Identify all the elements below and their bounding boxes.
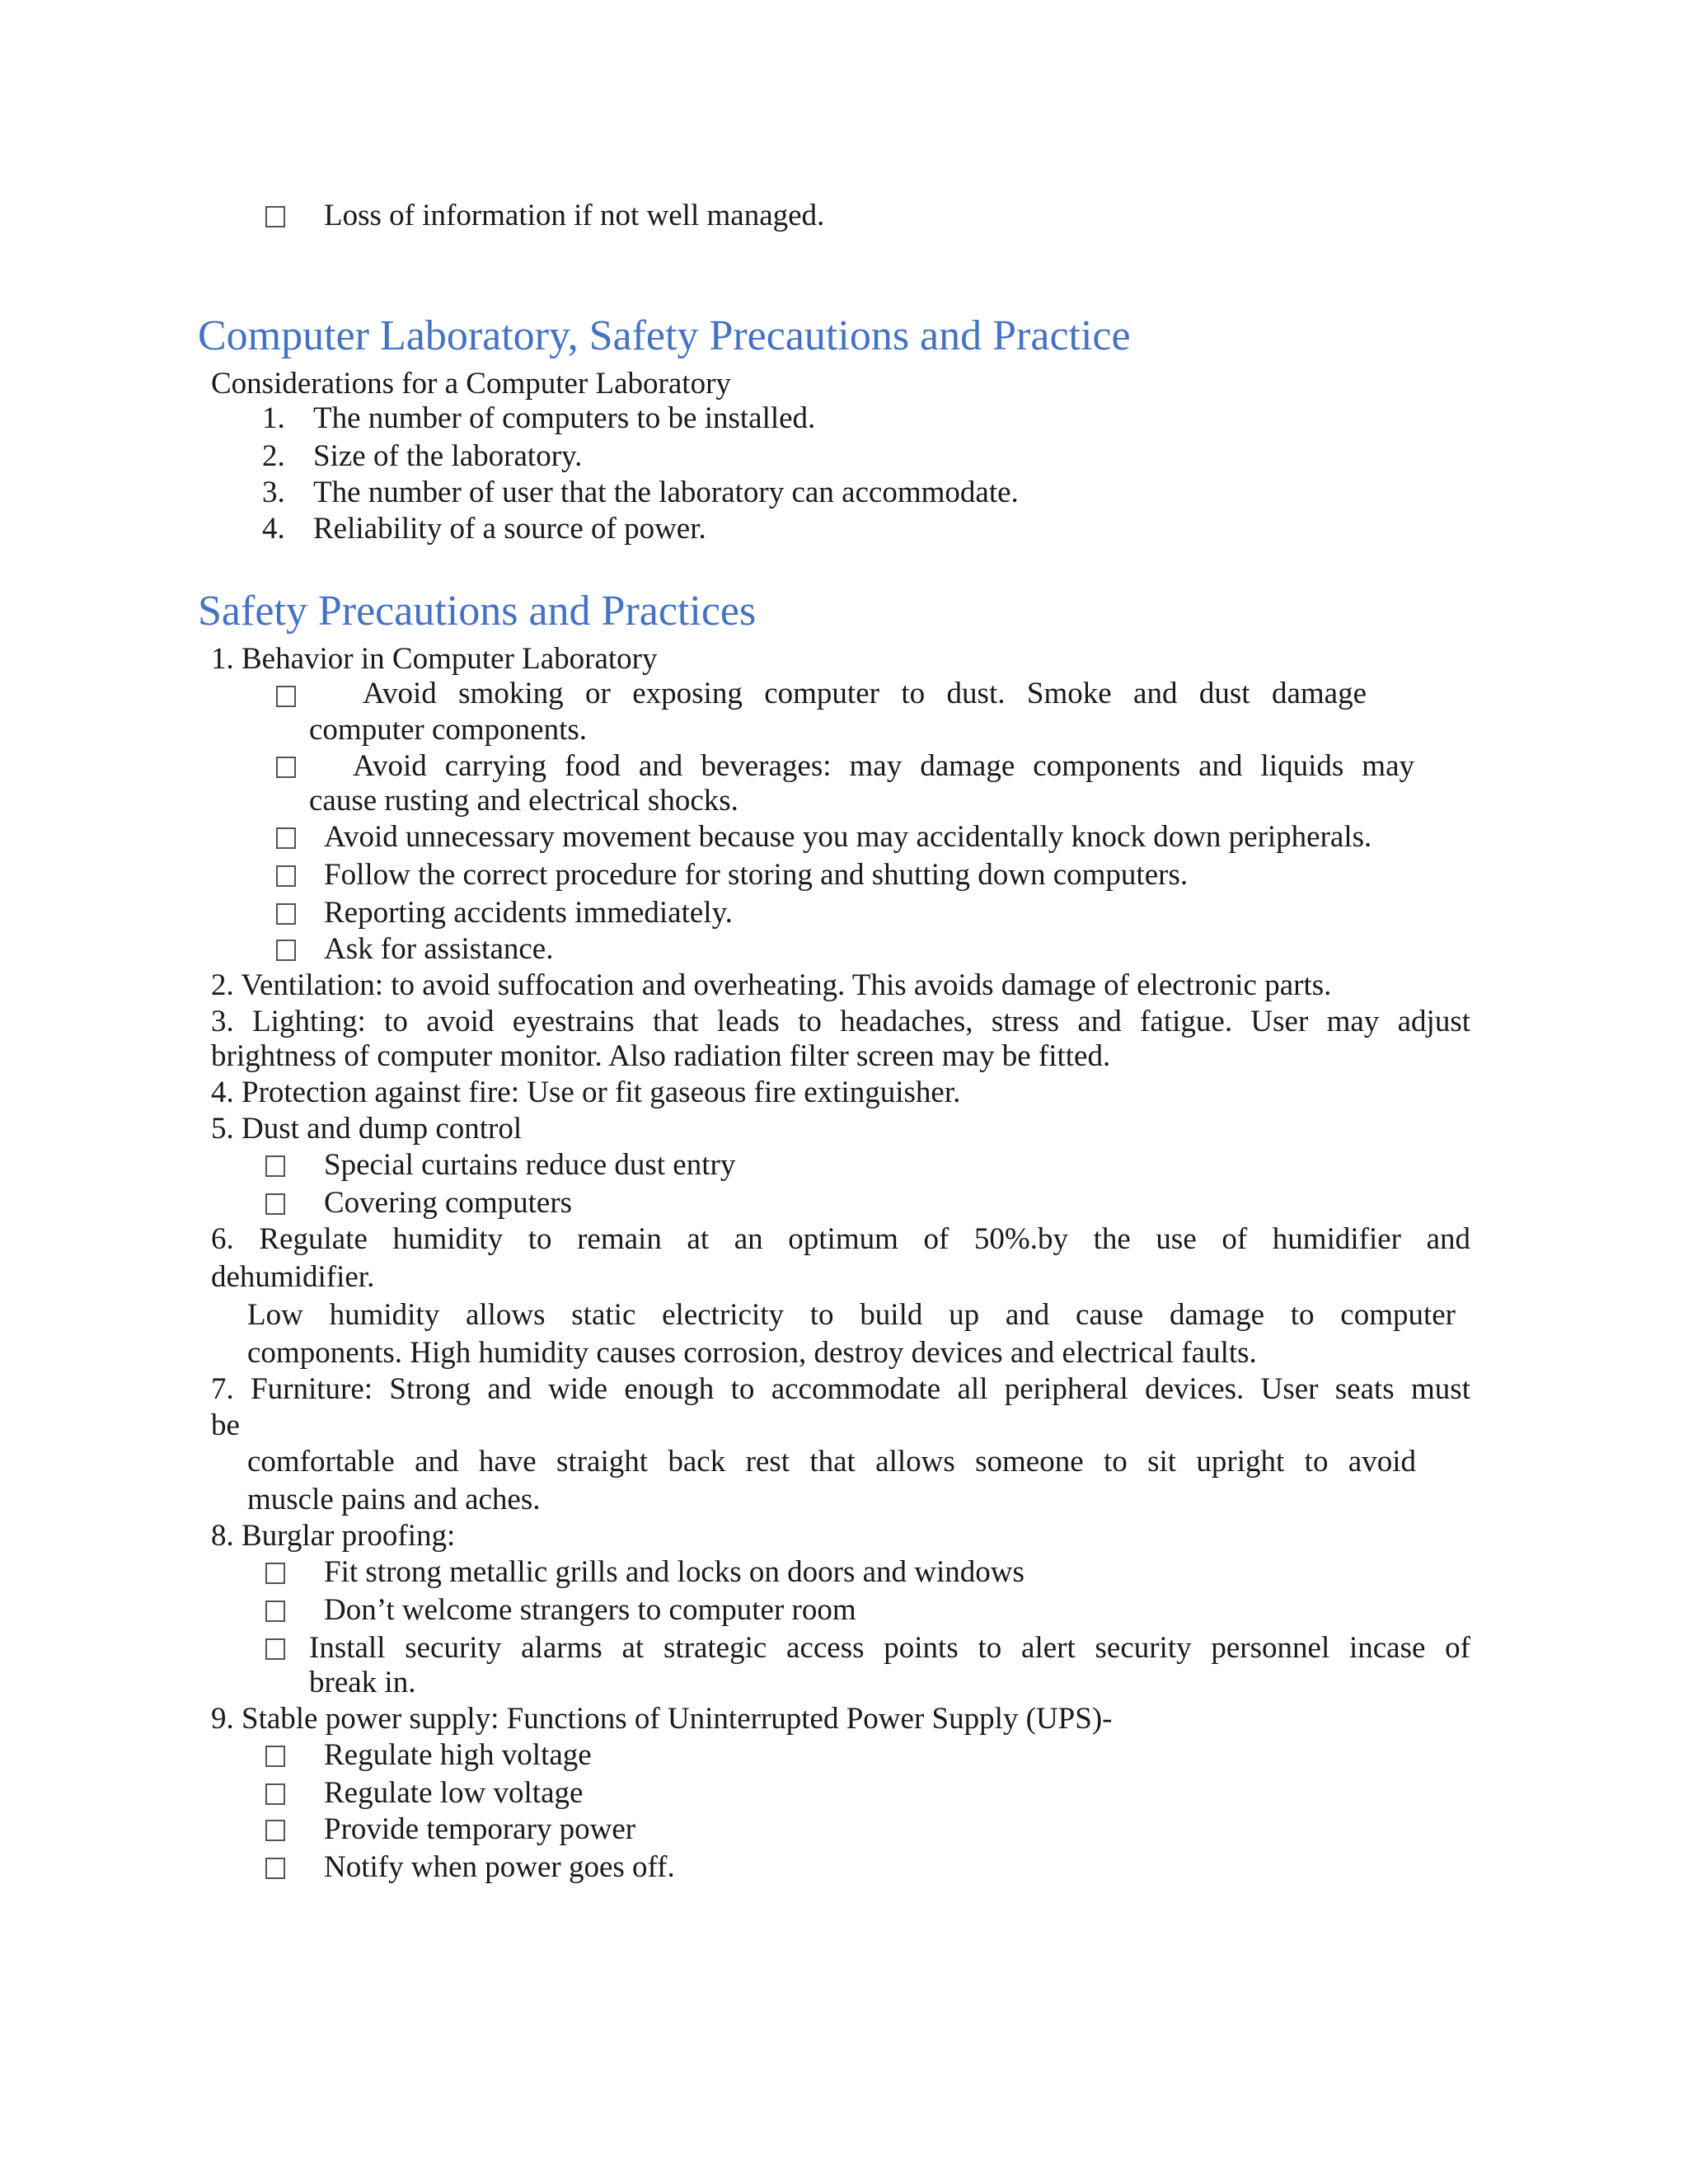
- ups-bullet-high-voltage: Regulate high voltage: [324, 1738, 592, 1772]
- bullet-box-icon: [265, 1563, 285, 1584]
- behavior-bullet-smoking-cont: computer components.: [309, 713, 588, 747]
- bullet-box-icon: [276, 686, 296, 707]
- behavior-bullet-food: Avoid carrying food and beverages: may damage components and liquids may: [353, 749, 1414, 783]
- practice-8-burglar: 8. Burglar proofing:: [211, 1519, 456, 1553]
- consideration-item: Reliability of a source of power.: [313, 512, 706, 546]
- practice-7-seats-cont: muscle pains and aches.: [247, 1483, 541, 1516]
- bullet-box-icon: [265, 1820, 285, 1841]
- consideration-number: 4.: [262, 512, 285, 546]
- bullet-box-icon: [265, 1155, 285, 1177]
- burglar-bullet-strangers: Don’t welcome strangers to computer room: [324, 1593, 856, 1627]
- bullet-box-icon: [276, 827, 296, 849]
- bullet-box-icon: [276, 757, 296, 778]
- bullet-box-icon: [265, 1858, 285, 1879]
- practice-6-humidity-cont: dehumidifier.: [211, 1260, 375, 1294]
- bullet-box-icon: [265, 1193, 285, 1215]
- bullet-box-icon: [276, 903, 296, 925]
- bullet-box-icon: [265, 1746, 285, 1767]
- consideration-number: 3.: [262, 476, 285, 509]
- practice-1-title: 1. Behavior in Computer Laboratory: [211, 642, 658, 676]
- burglar-bullet-grills: Fit strong metallic grills and locks on doors and windows: [324, 1555, 1025, 1589]
- practice-4-fire: 4. Protection against fire: Use or fit gaseous fire extinguisher.: [211, 1076, 961, 1109]
- burglar-bullet-alarms-cont: break in.: [309, 1666, 416, 1699]
- bullet-box-icon: [276, 865, 296, 887]
- consideration-item: The number of user that the laboratory can accommodate.: [313, 476, 1019, 509]
- behavior-bullet-assistance: Ask for assistance.: [324, 932, 554, 966]
- dust-bullet-curtains: Special curtains reduce dust entry: [324, 1148, 736, 1182]
- consideration-number: 2.: [262, 439, 285, 473]
- consideration-item: The number of computers to be installed.: [313, 401, 816, 435]
- consideration-item: Size of the laboratory.: [313, 439, 583, 473]
- behavior-bullet-movement: Avoid unnecessary movement because you may accidentally knock down peripherals.: [324, 820, 1372, 854]
- bullet-box-icon: [276, 940, 296, 961]
- dust-bullet-covering: Covering computers: [324, 1186, 573, 1220]
- bullet-box-icon: [265, 1783, 285, 1805]
- ups-bullet-notify: Notify when power goes off.: [324, 1850, 675, 1884]
- practice-7-furniture: 7. Furniture: Strong and wide enough to accommodate all peripheral devices. User seats must: [211, 1372, 1470, 1406]
- behavior-bullet-procedure: Follow the correct procedure for storing and shutting down computers.: [324, 858, 1189, 892]
- behavior-bullet-food-cont: cause rusting and electrical shocks.: [309, 784, 738, 818]
- practice-7-furniture-cont: be: [211, 1408, 240, 1442]
- practice-6-low-humidity: Low humidity allows static electricity to build up and cause damage to computer: [247, 1298, 1456, 1332]
- top-bullet-text: Loss of information if not well managed.: [324, 199, 825, 232]
- bullet-box-icon: [265, 1638, 285, 1660]
- practice-6-high-humidity: components. High humidity causes corrosion, destroy devices and electrical faults.: [247, 1336, 1257, 1370]
- behavior-bullet-smoking: Avoid smoking or exposing computer to dust. Smoke and dust damage: [363, 677, 1367, 710]
- consideration-number: 1.: [262, 401, 285, 435]
- heading-computer-laboratory: Computer Laboratory, Safety Precautions and Practice: [198, 312, 1131, 359]
- practice-6-humidity: 6. Regulate humidity to remain at an optimum of 50%.by the use of humidifier and: [211, 1222, 1470, 1256]
- practice-5-dust: 5. Dust and dump control: [211, 1112, 523, 1146]
- practice-9-power: 9. Stable power supply: Functions of Uninterrupted Power Supply (UPS)-: [211, 1702, 1113, 1736]
- practice-7-seats: comfortable and have straight back rest that allows someone to sit upright to avoid: [247, 1445, 1416, 1479]
- ups-bullet-low-voltage: Regulate low voltage: [324, 1776, 584, 1810]
- practice-3-lighting: 3. Lighting: to avoid eyestrains that leads to headaches, stress and fatigue. User may adjust: [211, 1005, 1470, 1038]
- bullet-box-icon: [265, 1601, 285, 1622]
- considerations-intro: Considerations for a Computer Laboratory: [211, 367, 731, 401]
- bullet-box-icon: [265, 206, 285, 227]
- heading-safety-precautions: Safety Precautions and Practices: [198, 588, 757, 635]
- practice-3-lighting-cont: brightness of computer monitor. Also radiation filter screen may be fitted.: [211, 1039, 1111, 1073]
- ups-bullet-temporary-power: Provide temporary power: [324, 1812, 636, 1846]
- practice-2-ventilation: 2. Ventilation: to avoid suffocation and overheating. This avoids damage of electronic parts.: [211, 968, 1332, 1002]
- burglar-bullet-alarms: Install security alarms at strategic access points to alert security personnel incase of: [309, 1631, 1470, 1665]
- behavior-bullet-accidents: Reporting accidents immediately.: [324, 896, 733, 930]
